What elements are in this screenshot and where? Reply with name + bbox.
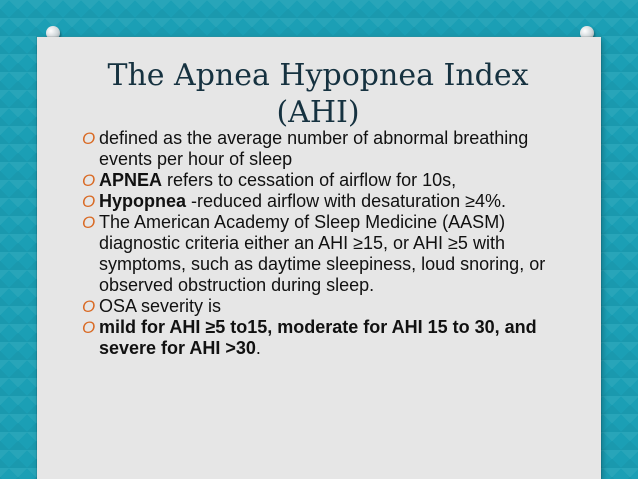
bullet-bold-text: Hypopnea	[99, 191, 187, 211]
bullet-item	[82, 296, 552, 317]
bullet-bold-text: mild for AHI ≥5 to15, moderate for AHI 15 to 30, and severe for AHI >30	[99, 317, 537, 358]
bullet-text: defined as the average number of abnormal breathing events per hour of sleep	[99, 128, 529, 169]
bullet-marker: O	[82, 213, 96, 232]
bullet-bold-text: APNEA	[99, 170, 163, 190]
bullet-text: refers to cessation of airflow for 10s,	[162, 170, 457, 190]
bullet-item	[82, 212, 552, 296]
bullet-item	[82, 317, 552, 359]
bullet-item	[82, 191, 552, 212]
bullet-text: OSA severity is	[99, 296, 222, 316]
bullet-text: The American Academy of Sleep Medicine (AASM) diagnostic criteria either an AHI ≥15, or AHI ≥5 with symptoms, such as daytime sleepiness, loud snoring, or observed obstruction during sleep.	[99, 212, 546, 295]
bullet-text: -reduced airflow with desaturation ≥4%.	[186, 191, 507, 211]
bullet-marker: O	[82, 192, 96, 211]
bullet-item	[82, 128, 552, 170]
slide-title: The Apnea Hypopnea Index (AHI)	[107, 58, 529, 130]
bullet-marker: O	[82, 297, 96, 316]
bullet-item	[82, 170, 552, 191]
bullet-marker: O	[82, 129, 96, 148]
bullet-marker: O	[82, 318, 96, 337]
bullet-marker: O	[82, 171, 96, 190]
bullet-list	[82, 128, 552, 359]
bullet-text: .	[255, 338, 261, 358]
